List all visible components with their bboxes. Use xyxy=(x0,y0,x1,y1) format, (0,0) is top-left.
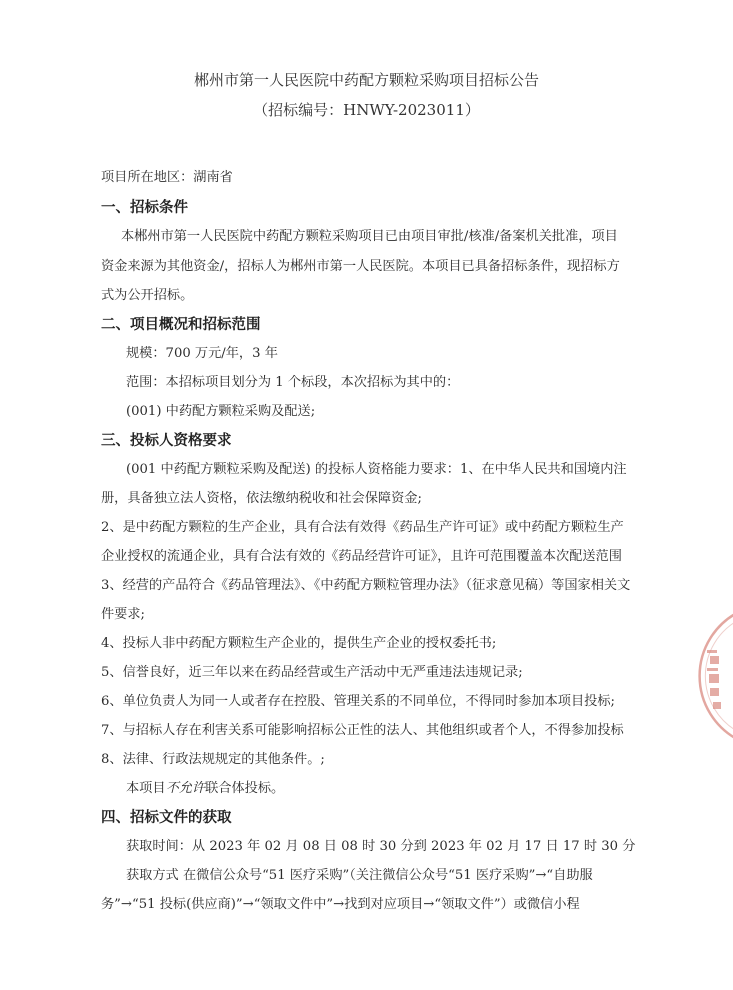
red-seal-icon xyxy=(695,612,733,740)
qualification-line: 5、信誉良好，近三年以来在药品经营或生产活动中无严重违法违规记录; xyxy=(101,665,523,680)
consortium-note xyxy=(126,777,284,796)
tender-number: （招标编号：HNWY-2023011） xyxy=(253,101,480,119)
project-scope: 范围：本招标项目划分为 1 个标段，本次招标为其中的： xyxy=(126,375,460,390)
consortium-suffix: 联合体投标。 xyxy=(205,781,285,796)
qualification-line: 册，具备独立法人资格，依法缴纳税收和社会保障资金; xyxy=(101,491,422,506)
project-scale: 规模：700 万元/年，3 年 xyxy=(126,346,278,361)
section-1-line: 式为公开招标。 xyxy=(101,288,194,303)
acquisition-time: 获取时间：从 2023 年 02 月 08 日 08 时 30 分到 2023 年 02 月 17 日 17 时 30 分 xyxy=(126,839,636,854)
qualification-line: 件要求; xyxy=(101,607,146,622)
document-title: 郴州市第一人民医院中药配方颗粒采购项目招标公告 xyxy=(193,71,539,89)
section-1-line: 资金来源为其他资金/，招标人为郴州市第一人民医院。本项目已具备招标条件，现招标方 xyxy=(101,259,620,274)
project-lot: (001) 中药配方颗粒采购及配送; xyxy=(126,404,316,419)
section-2-heading: 二、项目概况和招标范围 xyxy=(101,317,261,333)
qualification-line: 8、法律、行政法规规定的其他条件。; xyxy=(101,752,325,767)
section-3-heading: 三、投标人资格要求 xyxy=(101,433,232,449)
section-1-line: 本郴州市第一人民医院中药配方颗粒采购项目已由项目审批/核准/备案机关批准，项目 xyxy=(121,229,618,244)
qualification-line: 4、投标人非中药配方颗粒生产企业的，提供生产企业的授权委托书; xyxy=(101,636,497,651)
acquisition-method: 务”→“51 投标(供应商)”→“领取文件中”→找到对应项目→“领取文件”）或微信小程 xyxy=(101,897,580,912)
project-region: 项目所在地区：湖南省 xyxy=(101,170,233,185)
consortium-prefix: 本项目 xyxy=(126,781,166,796)
qualification-line: 2、是中药配方颗粒的生产企业，具有合法有效得《药品生产许可证》或中药配方颗粒生产 xyxy=(101,520,624,535)
qualification-line: 7、与招标人存在利害关系可能影响招标公正性的法人、其他组织或者个人，不得参加投标 xyxy=(101,723,624,738)
section-1-heading: 一、招标条件 xyxy=(101,200,188,216)
qualification-line: 6、单位负责人为同一人或者存在控股、管理关系的不同单位，不得同时参加本项目投标; xyxy=(101,694,615,709)
acquisition-method: 获取方式 在微信公众号“51 医疗采购”（关注微信公众号“51 医疗采购”→“自助服 xyxy=(126,868,593,883)
qualification-line: 企业授权的流通企业，具有合法有效的《药品经营许可证》，且许可范围覆盖本次配送范围 xyxy=(101,549,622,564)
qualification-line: (001 中药配方颗粒采购及配送) 的投标人资格能力要求：1、在中华人民共和国境内注 xyxy=(126,462,627,477)
consortium-emphasis: 不允许 xyxy=(165,781,206,796)
section-4-heading: 四、招标文件的获取 xyxy=(101,810,232,826)
qualification-line: 3、经营的产品符合《药品管理法》、《中药配方颗粒管理办法》（征求意见稿）等国家相关文 xyxy=(101,578,631,593)
